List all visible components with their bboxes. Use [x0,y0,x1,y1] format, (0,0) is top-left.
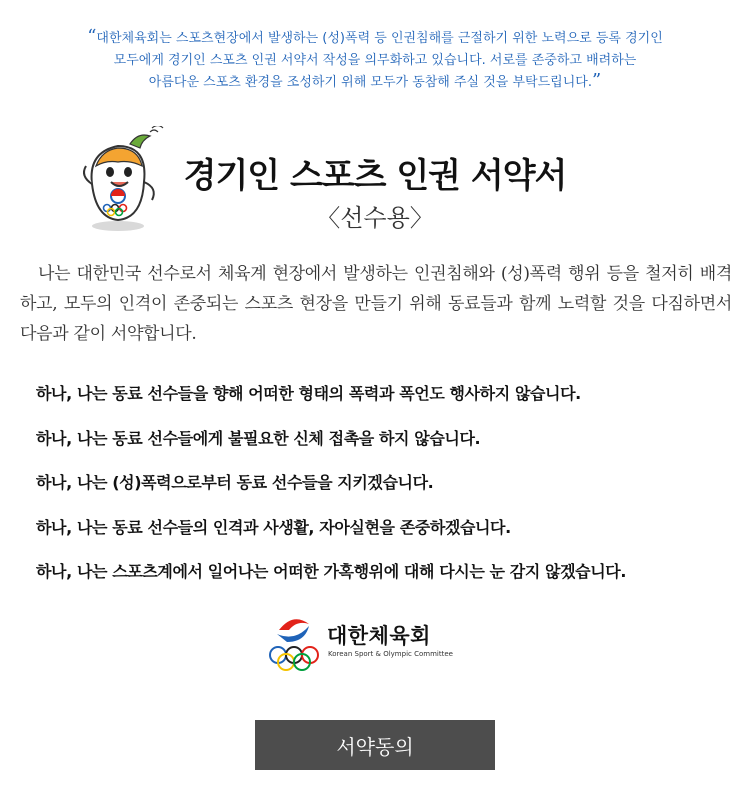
page-subtitle: 〈선수용〉 [316,204,434,232]
pledge-item: 하나, 나는 (성)폭력으로부터 동료 선수들을 지키겠습니다. [36,473,434,492]
notice-line-1: “대한체육회는 스포츠현장에서 발생하는 (성)폭력 등 인권침해를 근절하기 위한 노력으로 등록 경기인 [87,26,663,47]
notice-banner [20,28,730,94]
close-quote: ” [591,70,602,91]
open-quote: “ [87,26,97,47]
notice-line-3: 아름다운 스포츠 환경을 조성하기 위해 모두가 동참해 주실 것을 부탁드립니다.” [148,70,602,91]
intro-paragraph: 나는 대한민국 선수로서 체육계 현장에서 발생하는 인권침해와 (성)폭력 행위 등을 철저히 배격하고, 모두의 인격이 존중되는 스포츠 현장을 만들기 위해 동료들과 함께 노력할 것을 다짐하면서 다음과 같이 서약합니다. [20,264,732,344]
notice-line-2: 모두에게 경기인 스포츠 인권 서약서 작성을 의무화하고 있습니다. 서로를 존중하고 배려하는 [113,53,637,68]
pledge-list [36,372,736,595]
page-title: 경기인 스포츠 인권 서약서 [183,156,567,196]
pledge-item: 하나, 나는 동료 선수들에게 불필요한 신체 접촉을 하지 않습니다. [36,428,481,448]
pledge-item: 하나, 나는 스포츠계에서 일어나는 어떠한 가혹행위에 대해 다시는 눈 감지 않겠습니다. [36,562,627,581]
organization-subtitle: Korean Sport & Olympic Committee [328,650,453,658]
pledge-item: 하나, 나는 동료 선수들을 향해 어떠한 형태의 폭력과 폭언도 행사하지 않습니다. [36,384,581,403]
pledge-item: 하나, 나는 동료 선수들의 인격과 사생활, 자아실현을 존중하겠습니다. [36,517,511,537]
agree-pledge-button[interactable]: 서약동의 [255,720,495,770]
organization-name: 대한체육회 [327,624,431,648]
mascot-character-icon [78,126,164,236]
